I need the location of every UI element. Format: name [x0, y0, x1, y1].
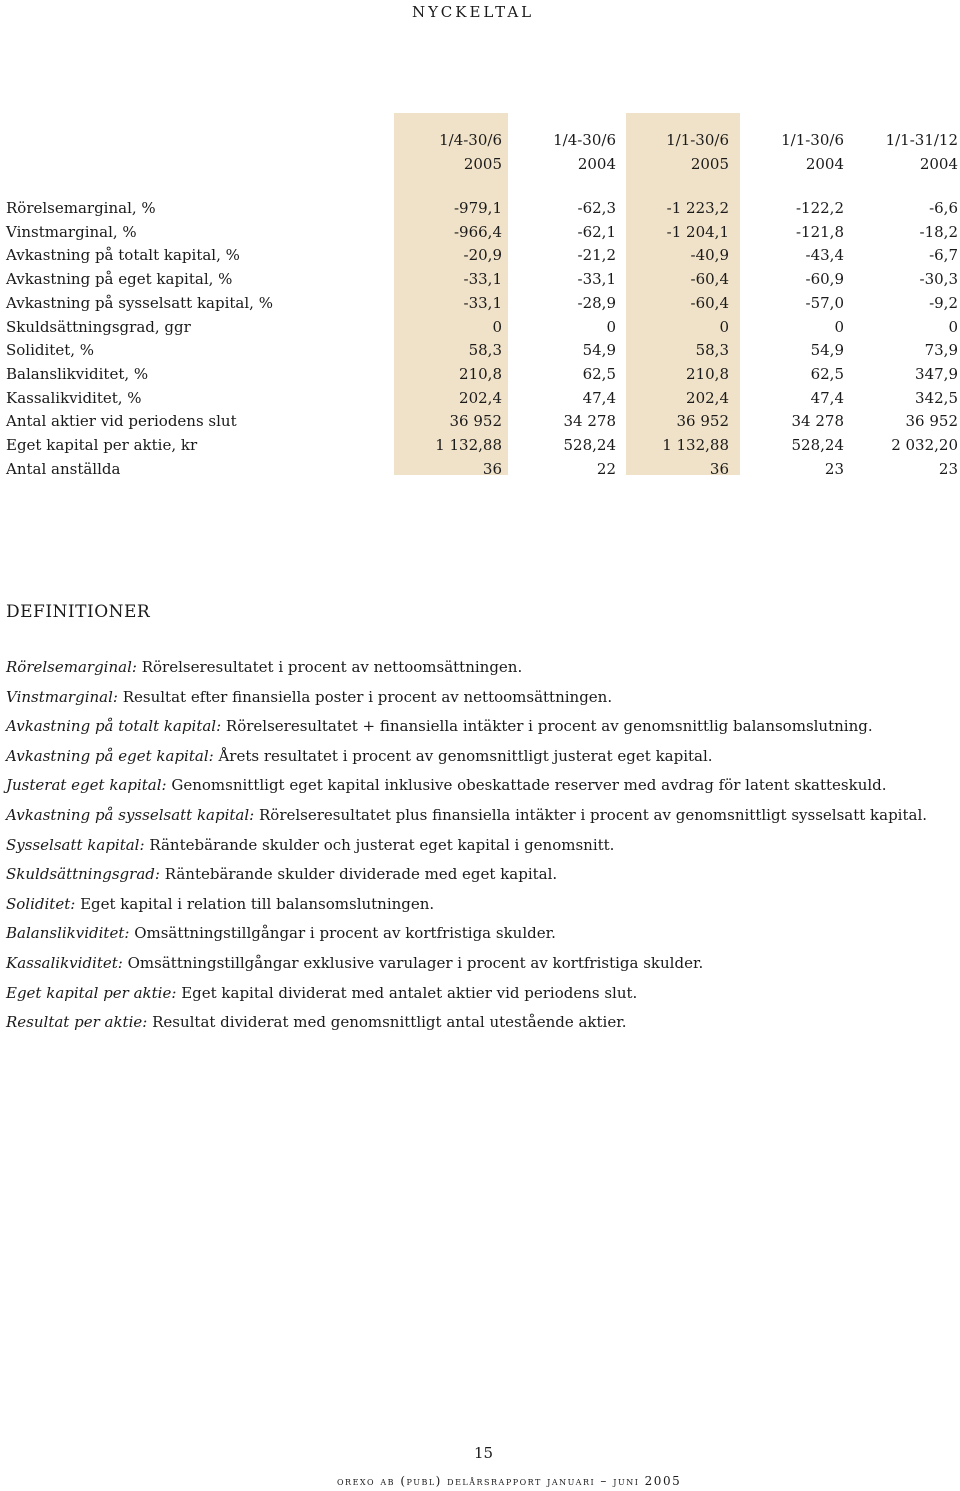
table-cell: -966,4 [453, 222, 502, 241]
table-cell: -1 223,2 [666, 199, 729, 217]
table-cell: -9,2 [929, 293, 958, 312]
table-cell: 528,24 [791, 436, 844, 454]
table-cell: 36 [482, 459, 502, 478]
definition-text: Räntebärande skulder dividerade med eget kapital. [164, 865, 558, 884]
table-row-label: Soliditet, % [6, 341, 95, 360]
column-header-period: 1/1-31/12 [885, 131, 958, 149]
definition-text: Räntebärande skulder och justerat eget kapital i genomsnitt. [149, 835, 615, 854]
definition-term: Eget kapital per aktie: [6, 983, 177, 1002]
table-cell: 22 [596, 459, 616, 478]
table-cell: -33,1 [463, 293, 502, 312]
table-cell: 202,4 [459, 388, 502, 407]
table-cell: -60,4 [690, 270, 729, 289]
definition-text: Omsättningstillgångar i procent av kortfristiga skulder. [134, 924, 556, 943]
definition-term: Skuldsättningsgrad: [6, 865, 160, 884]
definition-text: Omsättningstillgångar exklusive varulager i procent av kortfristiga skulder. [127, 954, 704, 972]
table-cell: 62,5 [810, 364, 844, 383]
definition-text: Rörelseresultatet + finansiella intäkter i procent av genomsnittlig balansomslutning. [225, 717, 873, 736]
table-cell: -1 204,1 [666, 222, 729, 241]
table-cell: 34 278 [563, 412, 616, 431]
definition-item [6, 687, 612, 707]
table-cell: -6,6 [929, 199, 958, 217]
table-cell: -60,4 [690, 293, 729, 312]
table-row-label: Antal aktier vid periodens slut [6, 412, 237, 431]
table-cell: 36 952 [905, 412, 958, 431]
definition-item [6, 657, 522, 677]
table-cell: 54,9 [582, 341, 616, 360]
definition-term: Avkastning på totalt kapital: [6, 717, 222, 736]
table-cell: 528,24 [563, 436, 616, 454]
table-cell: -43,4 [805, 246, 844, 265]
definition-text: Resultat efter finansiella poster i procent av nettoomsättningen. [122, 687, 613, 706]
table-cell: 1 132,88 [435, 436, 502, 454]
column-header-period: 1/1-30/6 [781, 131, 844, 149]
table-cell: -33,1 [577, 270, 616, 289]
table-row-label: Skuldsättningsgrad, ggr [6, 317, 191, 336]
table-cell: -122,2 [795, 199, 844, 217]
column-header-year: 2005 [463, 155, 502, 173]
page-title: nyckeltal [412, 0, 535, 23]
table-cell: 47,4 [810, 388, 844, 407]
table-row-label: Vinstmarginal, % [6, 222, 137, 241]
table-cell: 202,4 [686, 388, 729, 407]
table-cell: 73,9 [924, 341, 958, 360]
table-cell: 0 [492, 317, 502, 336]
definition-item [6, 864, 557, 884]
column-header-period: 1/4-30/6 [439, 131, 502, 149]
table-cell: -33,1 [463, 270, 502, 289]
table-row-label: Eget kapital per aktie, kr [6, 436, 198, 454]
definition-term: Sysselsatt kapital: [6, 835, 145, 854]
column-header-period: 1/4-30/6 [553, 131, 616, 149]
definition-term: Avkastning på eget kapital: [6, 746, 214, 765]
definition-term: Justerat eget kapital: [6, 776, 167, 795]
table-cell: 54,9 [810, 341, 844, 360]
table-row-label: Rörelsemarginal, % [6, 199, 156, 217]
definition-item [6, 983, 637, 1003]
table-cell: -121,8 [795, 222, 844, 241]
table-cell: 0 [834, 317, 844, 336]
definition-text: Rörelseresultatet i procent av nettoomsättningen. [141, 658, 523, 676]
page-number: 15 [474, 1444, 494, 1462]
definition-item [6, 953, 703, 973]
table-row-label: Balanslikviditet, % [6, 364, 149, 383]
definition-item [6, 894, 434, 914]
table-row-label: Avkastning på totalt kapital, % [6, 246, 240, 265]
definition-term: Balanslikviditet: [6, 924, 130, 943]
definition-item [6, 775, 887, 795]
definition-term: Avkastning på sysselsatt kapital: [6, 806, 255, 824]
table-cell: -62,3 [577, 199, 616, 217]
definition-text: Eget kapital dividerat med antalet aktier vid periodens slut. [181, 983, 638, 1002]
table-cell: 347,9 [915, 364, 958, 383]
definition-item [6, 716, 873, 736]
column-header-year: 2004 [577, 155, 616, 173]
table-cell: 0 [606, 317, 616, 336]
table-cell: -979,1 [453, 199, 502, 217]
table-cell: -60,9 [805, 270, 844, 289]
table-cell: 58,3 [695, 341, 729, 360]
column-header-year: 2005 [690, 155, 729, 173]
definitions-title: DEFINITIONER [6, 602, 151, 622]
definition-item [6, 805, 927, 825]
table-cell: 47,4 [582, 388, 616, 407]
column-header-year: 2004 [919, 155, 958, 173]
page-footer: orexo ab (publ) delårsrapport januari – juni 2005 [337, 1474, 682, 1488]
table-cell: 58,3 [468, 341, 502, 360]
table-cell: 342,5 [915, 388, 958, 407]
table-cell: 23 [824, 459, 844, 478]
definition-term: Kassalikviditet: [6, 954, 123, 972]
table-cell: 36 952 [676, 412, 729, 431]
table-cell: 210,8 [459, 364, 502, 383]
table-cell: 62,5 [582, 364, 616, 383]
table-cell: 0 [948, 317, 958, 336]
table-cell: -6,7 [929, 246, 958, 265]
table-cell: -57,0 [805, 293, 844, 312]
definition-item [6, 746, 713, 766]
definition-item [6, 1012, 627, 1032]
table-cell: -30,3 [919, 270, 958, 289]
table-row-label: Avkastning på eget kapital, % [6, 270, 233, 289]
column-header-year: 2004 [805, 155, 844, 173]
table-cell: 2 032,20 [891, 436, 958, 454]
definition-term: Rörelsemarginal: [6, 658, 137, 676]
definition-term: Vinstmarginal: [6, 687, 118, 706]
definition-term: Soliditet: [6, 894, 76, 913]
definition-item [6, 923, 556, 943]
table-cell: 1 132,88 [662, 436, 729, 454]
table-cell: 36 952 [449, 412, 502, 431]
table-cell: -40,9 [690, 246, 729, 265]
table-cell: -18,2 [919, 222, 958, 241]
definition-text: Årets resultatet i procent av genomsnittligt justerat eget kapital. [218, 746, 713, 765]
definition-text: Resultat dividerat med genomsnittligt antal utestående aktier. [152, 1013, 627, 1032]
definition-text: Genomsnittligt eget kapital inklusive obeskattade reserver med avdrag för latent skatteskuld. [171, 776, 887, 795]
table-cell: 0 [719, 317, 729, 336]
table-cell: -21,2 [577, 246, 616, 265]
definition-term: Resultat per aktie: [6, 1013, 148, 1032]
table-cell: -20,9 [463, 246, 502, 265]
table-row-label: Avkastning på sysselsatt kapital, % [6, 293, 273, 312]
table-cell: 36 [709, 459, 729, 478]
table-row-label: Kassalikviditet, % [6, 388, 142, 407]
table-cell: 34 278 [791, 412, 844, 431]
column-header-period: 1/1-30/6 [666, 131, 729, 149]
table-cell: 23 [938, 459, 958, 478]
table-cell: 210,8 [686, 364, 729, 383]
table-row-label: Antal anställda [6, 459, 121, 478]
table-cell: -62,1 [577, 222, 616, 241]
definition-item [6, 835, 614, 855]
definition-text: Rörelseresultatet plus finansiella intäkter i procent av genomsnittligt sysselsatt kapital. [259, 806, 928, 824]
definition-text: Eget kapital i relation till balansomslutningen. [80, 894, 435, 913]
table-cell: -28,9 [577, 293, 616, 312]
